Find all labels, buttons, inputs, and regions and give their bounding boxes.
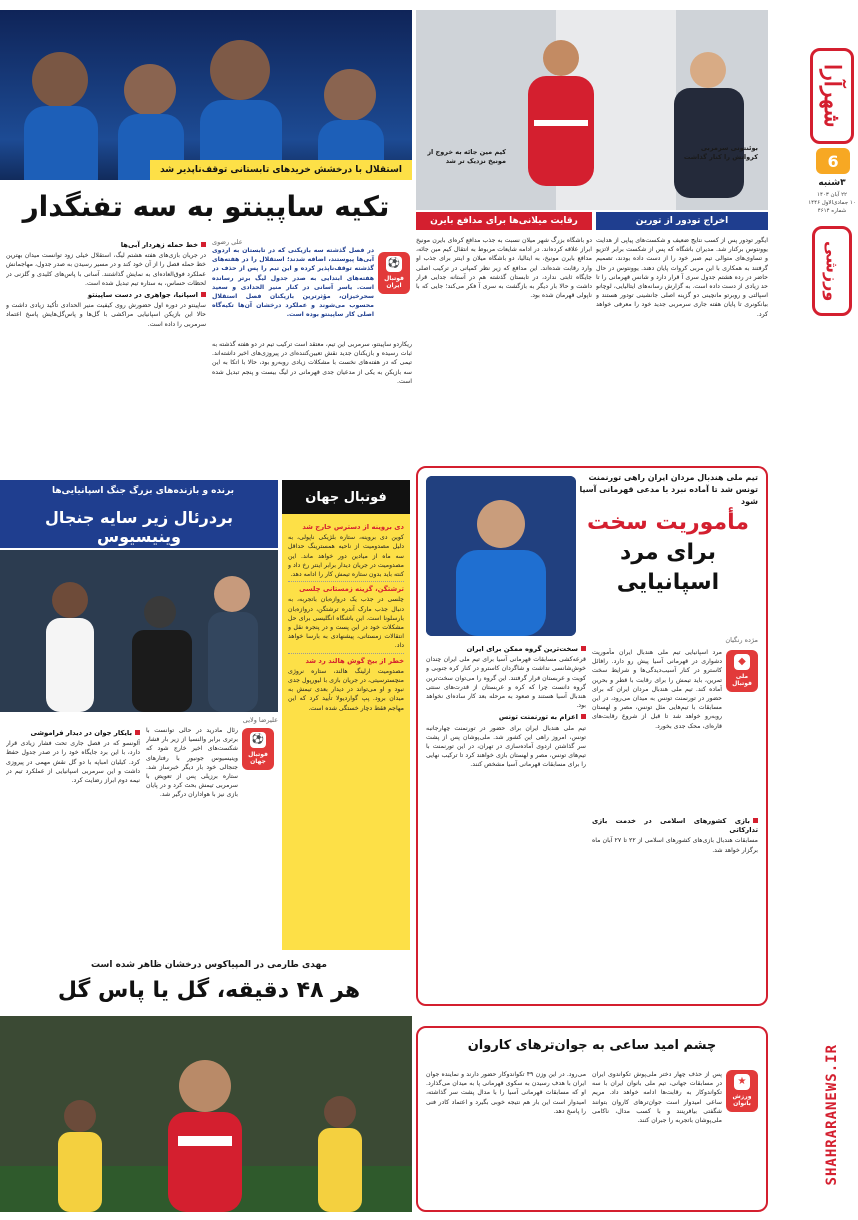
handball-text-right: مرد اسپانیایی تیم ملی هندبال ایران مأموریت دشواری در قهرمانی آسیا پیش رو دارد. رافائل کاسترو در کنار آسیب‌دیدگی‌ها و شرایط سخت تمرین، باید تیمش را برای رقابت با قطر و بحرین آماده کند. تیم ملی هندبال مردان ایران که برای حضور در تورنمنت تونس به میدان می‌رود، در این مسابقات با تیم‌هایی مثل تونس، مصر و لهستان روبه‌رو خواهد شد تا قبل از شروع رقابت‌های قاره‌ای، محک جدی بخورد.: [592, 649, 722, 730]
bullet-icon: [201, 292, 206, 297]
hero-col-mid: ریکاردو ساپینتو، سرمربی این تیم، معتقد است ترکیب تیم در دو هفته گذشته به ثبات رسیده و بازیکنان جدید نقش تعیین‌کننده‌ای در پیروزی‌های اخیر داشته‌اند. تیمی که در هفته‌های نخست با مشکلات زیادی روبه‌رو بود، حالا با اتکا به این سه بازیکن به یکی از مدعیان جدی قهرمانی در لیگ بیست و پنجم تبدیل شده است.: [212, 341, 412, 385]
bullet-icon: [753, 818, 758, 823]
real-madrid-illustration: [0, 550, 278, 712]
divider: [288, 653, 404, 654]
hero-headline-bar: [0, 180, 412, 232]
masthead: [806, 0, 858, 1220]
section-badge-iran: ⚽ فوتبال ایران: [378, 252, 410, 294]
spain-author: علیرضا ولایی: [242, 716, 278, 724]
handball-icon: ◆: [734, 654, 750, 670]
coach-illustration: [426, 476, 576, 636]
box2-text: دو باشگاه بزرگ شهر میلان نسبت به جذب مدافع کره‌ای بایرن مونیخ ابراز علاقه کرده‌اند. در ادامه شایعات مربوط به انتقال کیم مین جائه، مدافع بایرن مونیخ، به ایتالیا، دو باشگاه میلان و اینتر برای جذب او وارد رقابت شده‌اند. این مدافع که زیر نظر کمپانی در ترکیب اصلی جایگاه ثابتی ندارد، در تابستان گذشته هم در آستانه جدایی قرار داشت و حالا بار دیگر به بازگشت به سری آ فکر می‌کند؛ جایی که با ناپولی قهرمان شده بود.: [416, 237, 592, 300]
caravan-text-right: پس از حذف چهار دختر ملی‌پوش تکواندوی ایران در مسابقات جهانی، تیم ملی بانوان ایران با سه تکواندوکار به رقابت‌ها ادامه خواهد داد. مریم ساعی امیدوار است جوان‌ترهای کاروان بتوانند شگفتی بیافرینند و با کسب مدال، ناکامی ملی‌پوشان باتجربه را جبران کنند.: [592, 1071, 722, 1125]
section-logo: ورزشی: [812, 226, 852, 316]
world-football-column: [282, 480, 410, 950]
bullet-icon: [201, 242, 206, 247]
hero-col-right-text: در فصل گذشته سه بازیکنی که در تابستان به اردوی آبی‌ها پیوستند، اضافه شدند؛ استقلال را در هفته‌های گذشته توقف‌ناپذیر کرده و این تیم را پس از حذف در هفته‌های ابتدایی به صدر جدول لیگ برتر رسانده است. یاسر آسانی در کنار منیر الحدادی و سعید سحرخیزان، مؤثرترین بازیکنان فصل استقلال محسوب می‌شوند و عملکرد درخشان آن‌ها تکیه‌گاه اصلی کار ساپینتو بوده است.: [212, 247, 374, 319]
handball-text-bottom: بازی کشورهای اسلامی در خدمت بازی تدارکاتی مسابقات هندبال بازی‌های کشورهای اسلامی از ۲۲ تا ۲۷ آبان ماه برگزار خواهد شد.: [592, 817, 758, 854]
section-badge-world: ⚽ فوتبال جهان: [242, 728, 274, 770]
hero-author: علی رضوی: [212, 238, 243, 246]
caravan-headline: چشم امید ساعی به جوان‌ترهای کاروان: [467, 1038, 717, 1053]
world-title-bar: فوتبال جهان: [282, 480, 410, 514]
hero-col-left: خط حمله زهردار آبی‌ها در جریان بازی‌های هفته هشتم لیگ، استقلال خیلی زود توانست میدان بهترین خط حمله فصل را از آن خود کند و در مسیر رسیدن به صدر جدول، مهاجمانش عملکرد فوق‌العاده‌ای به نمایش گذاشتند. آسانی با پاس‌های کلیدی و گلزنی در لحظات حساس، به ستاره تیم تبدیل شده است. اسپانیا، جواهری در دست ساپینتو ساپینتو در دوره اول حضورش روی کیفیت منیر الحدادی تأکید زیادی داشت و حالا این بازیکن اسپانیایی مراکشی با گل‌ها و پاس‌گل‌هایش پاسخ اعتماد سرمربی را داده است.: [6, 241, 206, 328]
taremi-headline: هر ۴۸ دقیقه، گل یا پاس گل: [57, 978, 361, 1003]
box1-title-bar: اخراج تودور از تورین: [596, 212, 768, 230]
women-sports-icon: ★: [734, 1074, 750, 1090]
handball-kicker: تیم ملی هندبال مردان ایران راهی تورنمنت تونس شد تا آماده نبرد با مدعی قهرمانی آسیا شود: [579, 473, 758, 506]
spain-headline: بردرئال زیر سایه جنجال وینیسیوس: [44, 508, 234, 546]
handball-headline: مأموریت سخت برای مرد اسپانیایی: [587, 510, 749, 595]
date-line-2: ۱۰ جمادی‌الاول ۱۴۴۶: [808, 200, 856, 206]
taremi-kicker: مهدی طارمی در المپیاکوس درخشان ظاهر شده است: [91, 960, 327, 970]
bullet-icon: [581, 646, 586, 651]
divider: [288, 581, 404, 582]
box1-text: ایگور تودور پس از کسب نتایج ضعیف و شکست‌های پیاپی از هدایت یوونتوس برکنار شد. مدیران باشگاه که پس از شکست برابر لاتزیو و تساوی‌های متوالی تیم صبر خود را از دست داده بودند، تصمیم گرفتند به همکاری با این مربی کروات پایان دهند. یوونتوس در حال حاضر در رده هشتم جدول سری آ قرار دارد و شانس قهرمانی را تا حد زیادی از دست داده است. به گزارش رسانه‌های ایتالیایی، لوچانو اسپالتی و روبرتو مانچینی دو گزینه اصلی جانشینی تودور هستند و بیانکونری تا پایان هفته جاری سرمربی جدید خود را معرفی خواهد کرد.: [596, 237, 768, 318]
website-url[interactable]: SHAHRARANEWS.IR: [824, 1044, 840, 1186]
handball-text-left: سخت‌ترین گروه ممکن برای ایران قرعه‌کشی مسابقات قهرمانی آسیا برای تیم ملی ایران چندان خوش‌شانسی نداشت و شاگردان کاسترو در کنار کره جنوبی و کویت و عربستان قرار گرفتند. این گروه را می‌توان سخت‌ترین گروه دانست چرا که کره و عربستان از قدرت‌های سنتی هندبال آسیا هستند و صعود به مرحله بعد کار ساده‌ای نخواهد بود. اعزام به تورنمنت تونس تیم ملی هندبال ایران برای حضور در تورنمنت چهارجانبه تونس، امروز راهی این کشور شد. ملی‌پوشان پس از پشت سر گذاشتن اردوی آماده‌سازی در تهران، در این تورنمنت با تیم‌های تونس، مصر و لهستان بازی خواهند کرد تا ترکیب نهایی را برای مسابقات قهرمانی آسیا مشخص کنند.: [426, 645, 586, 769]
caption-right: بوئنتونی سرمربی کرواتش را کنار گذاشت: [683, 144, 758, 161]
world-items: دی بروینه از دسترس خارج شد کوین دی بروینه، ستاره بلژیکی ناپولی، به دلیل مصدومیت از ناحیه همسترینگ حداقل سه ماه از میادین دور خواهد ماند. این مصدومیت در جریان دیدار برابر اینتر رخ داد و کنته باید بدون ستاره تیمش کار را ادامه دهد. ترشتگن، گزینه زمستانی چلسی چلسی در جذب یک دروازه‌بان باتجربه، به دنبال جذب مارک آندره ترشتگن، دروازه‌بان بارسلونا است. این باشگاه انگلیسی برای حل مشکلات خود در این پست و در پنجره نقل و انتقالات زمستانی، پیشنهادی به بارسا خواهد داد. خطر از بیخ گوش هالند رد شد مصدومیت ارلینگ هالند، ستاره نروژی منچسترسیتی، در جریان بازی با لیورپول جدی نبود و او می‌تواند در دیدار بعدی تیمش به میدان برود. پپ گواردیولا تأیید کرد که این مهاجم فقط دچار خستگی شده است.: [288, 523, 404, 712]
taremi-photo: [0, 1016, 412, 1212]
spain-text-right: بایکار جوان در دیدار فراموشی آلونسو که در فصل جاری تحت فشار زیادی قرار دارد، با این برد جایگاه خود را در صدر جدول حفظ کرد. کیلیان امباپه با دو گل نقش مهمی در پیروزی داشت و این سرمربی اسپانیایی از عملکرد تیم در نیمه دوم ابراز رضایت کرد.: [6, 729, 140, 785]
handball-section: [416, 466, 768, 1006]
section-badge-national: ◆ ملی فوتبال: [726, 650, 758, 692]
box2-title-bar: رقابت میلانی‌ها برای مدافع بایرن: [416, 212, 592, 230]
spain-text-left: رئال مادرید در حالی توانست با برتری برابر والنسیا از زیر بار فشار شکست‌های اخیر خارج شود که وینیسیوس جونیور با رفتارهای جنجالی خود بار دیگر خبرساز شد. ستاره برزیلی پس از تعویض با سرمربی تیمش بحث کرد و در پایان بازی نیز با هواداران درگیر شد.: [146, 727, 238, 799]
date-line-1: ۲۲ آبان ۱۴۰۳: [816, 192, 848, 198]
players-illustration: [416, 10, 768, 210]
caption-left: کیم مین جائه به خروج از مونیخ نزدیک تر شد: [427, 148, 506, 165]
weekday: ۳شنبه: [818, 178, 846, 188]
spain-photo: [0, 550, 278, 712]
football-icon: ⚽: [250, 732, 266, 748]
handball-author: مژده رنگیان: [725, 636, 758, 644]
spain-kicker: برنده و بازنده‌های بزرگ جنگ اسپانیایی‌ها: [51, 486, 235, 496]
bullet-icon: [135, 730, 140, 735]
hero-kicker-bar: استقلال با درخشش خریدهای تابستانی توقف‌ناپذیر شد: [150, 160, 412, 180]
section-badge-women: ★ ورزش بانوان: [726, 1070, 758, 1112]
paper-logo: شهرآرا: [810, 48, 854, 144]
coach-photo: [426, 476, 576, 636]
issue-line: شماره ۴۶۱۴: [817, 208, 847, 214]
bullet-icon: [581, 714, 586, 719]
football-icon: ⚽: [386, 256, 402, 272]
news-photo-top-right: [416, 10, 768, 210]
caravan-section: [416, 1026, 768, 1212]
page-number-badge: 6: [816, 148, 850, 174]
olympiacos-illustration: [0, 1016, 412, 1212]
caravan-text-left: می‌رود. در این وزن ۴۹ تکواندوکار حضور دارند و نماینده جوان ایران با هدف رسیدن به سکوی قهرمانی پا به میدان می‌گذارد. او که مسابقات قهرمانی آسیا را با مدال پشت سر گذاشته، امیدوار است این بار هم نتیجه خوبی بگیرد و اعتماد کادر فنی را پاسخ دهد.: [426, 1071, 586, 1115]
hero-headline: تکیه ساپینتو به سه تفنگدار: [22, 189, 390, 223]
